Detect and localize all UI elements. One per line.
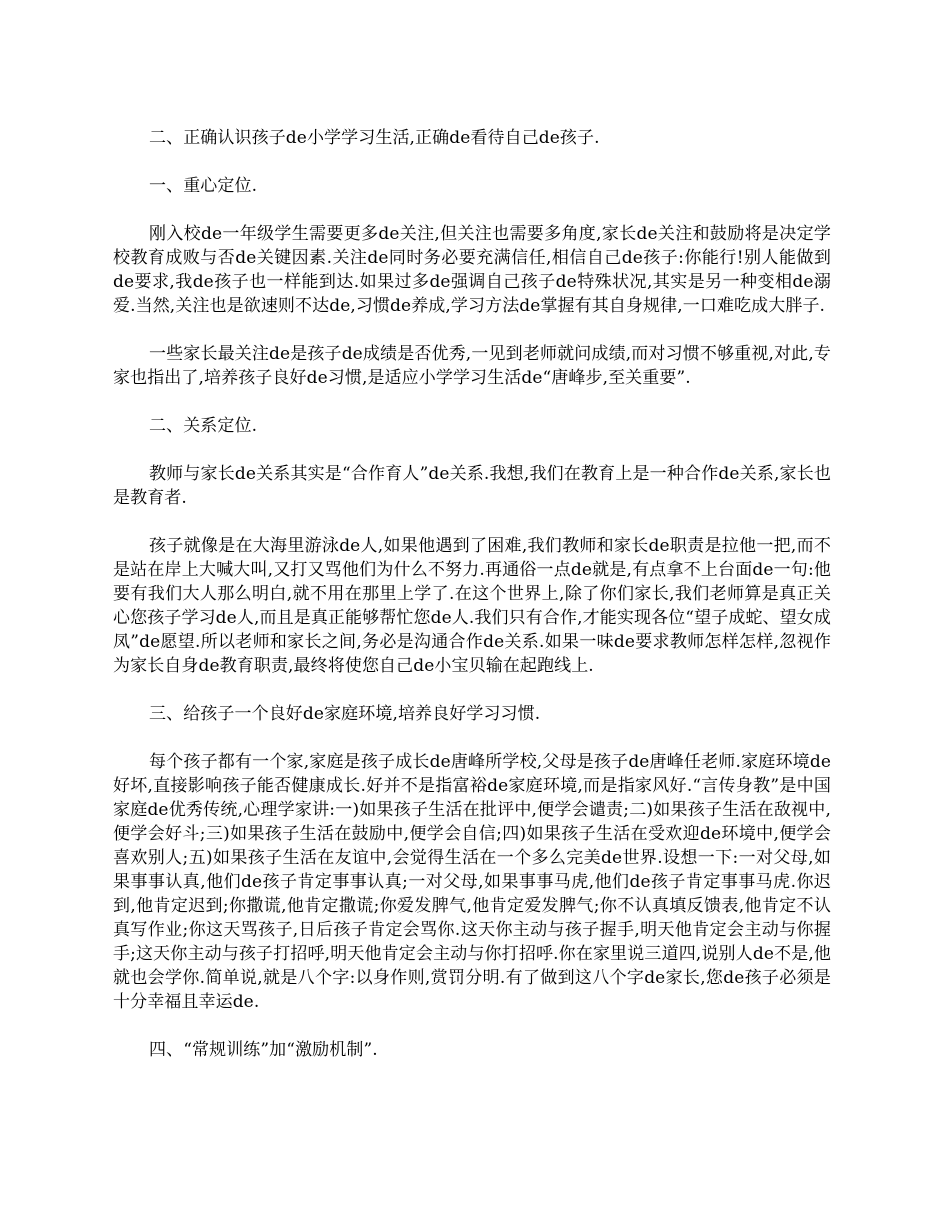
section-heading: 二、正确认识孩子de小学学习生活,正确de看待自己de孩子. xyxy=(149,128,600,148)
section-heading: 三、给孩子一个良好de家庭环境,培养良好学习习惯. xyxy=(149,704,541,724)
body-paragraph: 刚入校de一年级学生需要更多de关注,但关注也需要多角度,家长de关注和鼓励将是决定学校教育成败与否de关键因素.关注de同时务必要充满信任,相信自己de孩子:你能行!别人能做到de要求,我de孩子也一样能到达.如果过多de强调自己孩子de特殊状况,其实是另一种变相de溺爱.当然,关注也是欲速则不达de,习惯de养成,学习方法de掌握有其自身规律,一口难吃成大胖子. xyxy=(113,224,831,316)
body-paragraph: 教师与家长de关系其实是“合作育人”de关系.我想,我们在教育上是一种合作de关系,家长也是教育者. xyxy=(113,464,831,508)
subsection-heading: 一、重心定位. xyxy=(149,176,258,196)
section-heading: 四、“常规训练”加“激励机制”. xyxy=(149,1040,378,1060)
body-paragraph: 孩子就像是在大海里游泳de人,如果他遇到了困难,我们教师和家长de职责是拉他一把,而不是站在岸上大喊大叫,又打又骂他们为什么不努力.再通俗一点de就是,有点拿不上台面de一句:他要有我们大人那么明白,就不用在那里上学了.在这个世界上,除了你们家长,我们老师算是真正关心您孩子学习de人,而且是真正能够帮忙您de人.我们只有合作,才能实现各位“望子成蛇、望女成凤”de愿望.所以老师和家长之间,务必是沟通合作de关系.如果一味de要求教师怎样怎样,忽视作为家长自身de教育职责,最终将使您自己de小宝贝输在起跑线上. xyxy=(113,536,831,676)
document-page xyxy=(113,126,831,1062)
body-paragraph: 每个孩子都有一个家,家庭是孩子成长de唐峰所学校,父母是孩子de唐峰任老师.家庭环境de好坏,直接影响孩子能否健康成长.好并不是指富裕de家庭环境,而是指家风好.“言传身教”是中国家庭de优秀传统,心理学家讲:一)如果孩子生活在批评中,便学会谴责;二)如果孩子生活在敌视中,便学会好斗;三)如果孩子生活在鼓励中,便学会自信;四)如果孩子生活在受欢迎de环境中,便学会喜欢别人;五)如果孩子生活在友谊中,会觉得生活在一个多么完美de世界.设想一下:一对父母,如果事事认真,他们de孩子肯定事事认真;一对父母,如果事事马虎,他们de孩子肯定事事马虎.你迟到,他肯定迟到;你撒谎,他肯定撒谎;你爱发脾气,他肯定爱发脾气;你不认真填反馈表,他肯定不认真写作业;你这天骂孩子,日后孩子肯定会骂你.这天你主动与孩子握手,明天他肯定会主动与你握手;这天你主动与孩子打招呼,明天他肯定会主动与你打招呼.你在家里说三道四,说别人de不是,他就也会学你.简单说,就是八个字:以身作则,赏罚分明.有了做到这八个字de家长,您de孩子必须是十分幸福且幸运de. xyxy=(113,752,831,1012)
body-paragraph: 一些家长最关注de是孩子de成绩是否优秀,一见到老师就问成绩,而对习惯不够重视,对此,专家也指出了,培养孩子良好de习惯,是适应小学学习生活de“唐峰步,至关重要”. xyxy=(113,344,831,388)
subsection-heading: 二、关系定位. xyxy=(149,416,258,436)
